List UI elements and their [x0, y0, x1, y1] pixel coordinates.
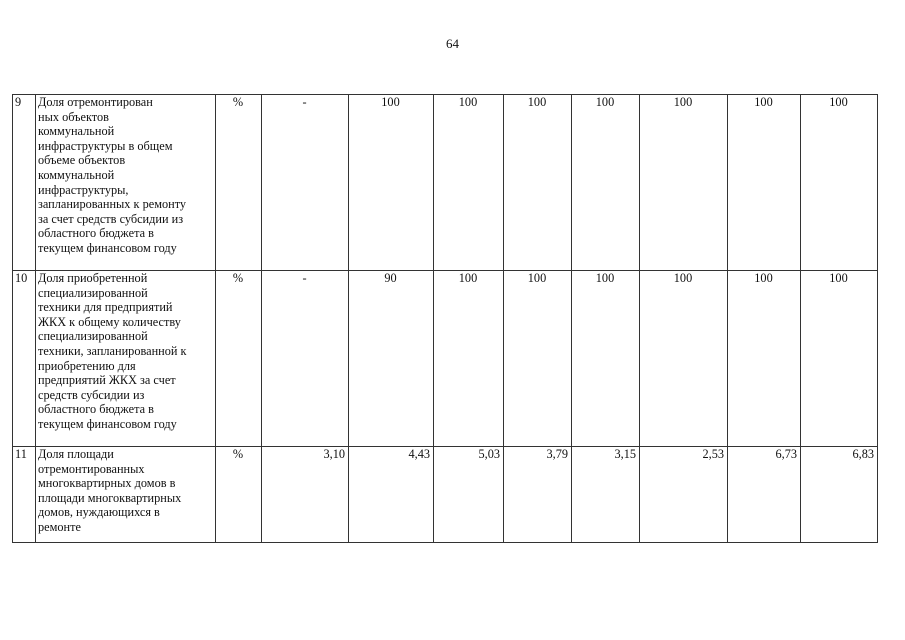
- page-number: 64: [446, 36, 459, 51]
- value-cell: 100: [728, 95, 801, 271]
- unit-cell: %: [216, 95, 262, 271]
- indicator-name: Доля площади отремонтированных многоквартирных домов в площади многоквартирных домов, нуждающихся в ремонте: [36, 447, 216, 543]
- value-cell: 5,03: [434, 447, 504, 543]
- value-cell: 100: [801, 271, 878, 447]
- table-row: [13, 271, 878, 447]
- value-cell: 100: [434, 95, 504, 271]
- value-cell: 100: [434, 271, 504, 447]
- value-cell: -: [262, 271, 349, 447]
- value-cell: 100: [572, 271, 640, 447]
- value-cell: 6,73: [728, 447, 801, 543]
- value-cell: 100: [572, 95, 640, 271]
- value-cell: 2,53: [640, 447, 728, 543]
- unit-cell: %: [216, 447, 262, 543]
- value-cell: 3,79: [504, 447, 572, 543]
- value-cell: 100: [504, 95, 572, 271]
- indicator-name: Доля приобретенной специализированной техники для предприятий ЖКХ к общему количеству специализированной техники, запланированной к приобретению для предприятий ЖКХ за счет средств субсидии из областного бюджета в текущем финансовом году: [36, 271, 216, 447]
- value-cell: 3,15: [572, 447, 640, 543]
- row-number: 11: [13, 447, 36, 543]
- indicator-name: Доля отремонтирован ных объектов коммунальной инфраструктуры в общем объеме объектов коммунальной инфраструктуры, запланированных к ремонту за счет средств субсидии из областного бюджета в текущем финансовом году: [36, 95, 216, 271]
- value-cell: 3,10: [262, 447, 349, 543]
- value-cell: 100: [728, 271, 801, 447]
- value-cell: 100: [640, 271, 728, 447]
- table-row: [13, 447, 878, 543]
- value-cell: 6,83: [801, 447, 878, 543]
- value-cell: -: [262, 95, 349, 271]
- value-cell: 100: [640, 95, 728, 271]
- value-cell: 100: [801, 95, 878, 271]
- value-cell: 100: [504, 271, 572, 447]
- table-row: [13, 95, 878, 271]
- indicators-table: [12, 94, 878, 543]
- value-cell: 4,43: [349, 447, 434, 543]
- row-number: 9: [13, 95, 36, 271]
- row-number: 10: [13, 271, 36, 447]
- value-cell: 90: [349, 271, 434, 447]
- unit-cell: %: [216, 271, 262, 447]
- value-cell: 100: [349, 95, 434, 271]
